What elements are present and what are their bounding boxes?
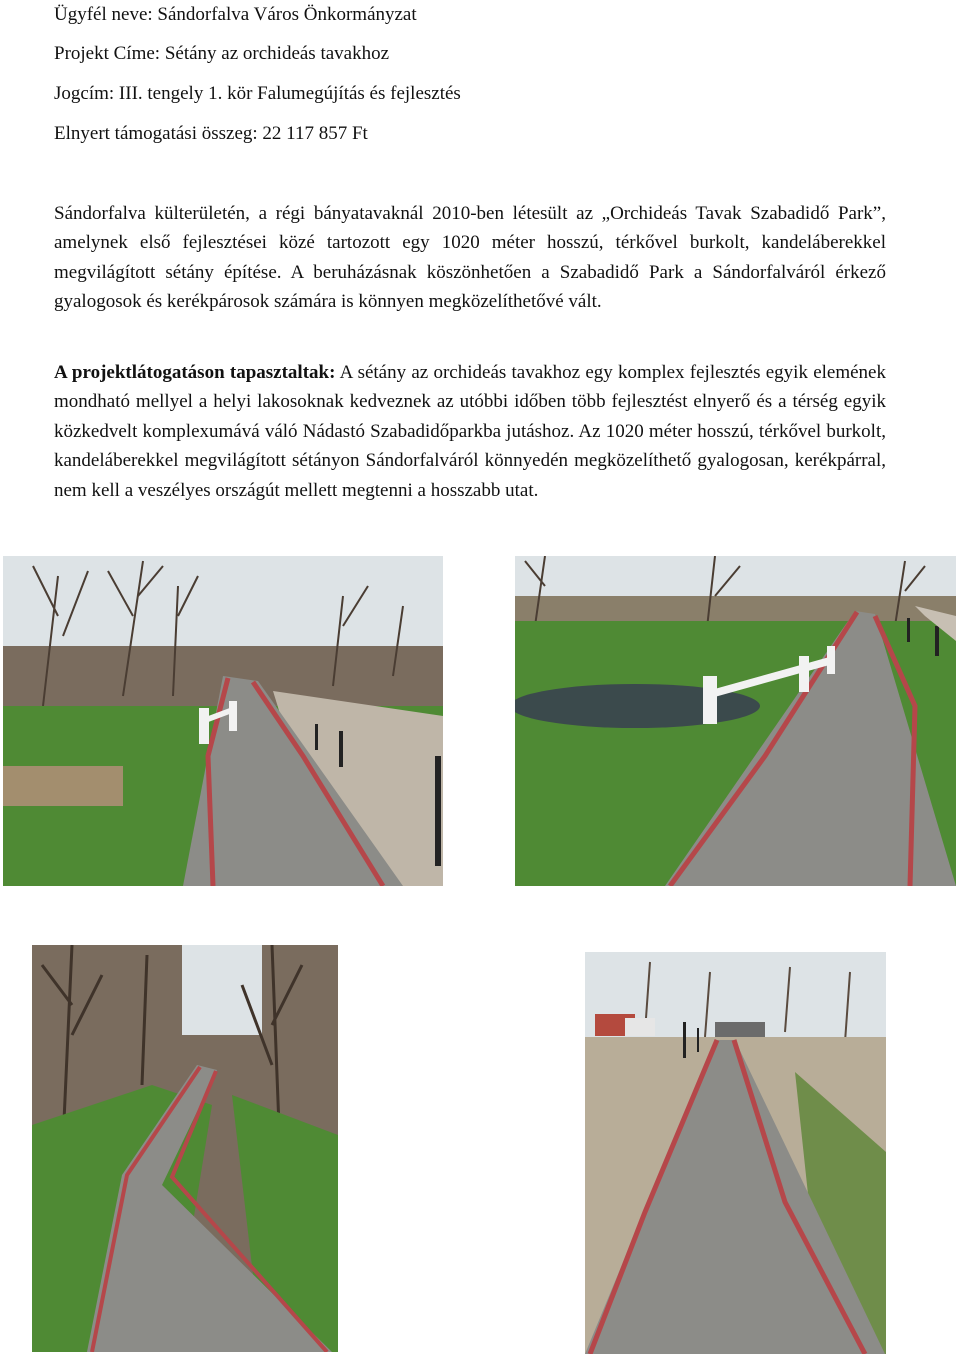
photo-walkway-pond — [515, 556, 956, 886]
program-title: Jogcím: III. tengely 1. kör Falumegújítás és fejlesztés — [54, 83, 461, 104]
photo-walkway-fence-left — [3, 556, 443, 886]
client-name: Ügyfél neve: Sándorfalva Város Önkormányzat — [54, 4, 417, 25]
intro-paragraph: Sándorfalva külterületén, a régi bányatavaknál 2010-ben létesült az „Orchideás Tavak Szabadidő Park”, amelynek első fejlesztései közé tartozott egy 1020 méter hosszú, térkővel burkolt, kandeláberekkel megvilágított sétány építése. A beruházásnak köszönhetően a Szabadidő Park a Sándorfalváról érkező gyalogosok és kerékpárosok számára is könnyen megközelíthetővé vált. — [54, 203, 886, 313]
project-title: Projekt Címe: Sétány az orchideás tavakhoz — [54, 43, 390, 64]
visit-label: A projektlátogatáson tapasztaltak: — [54, 362, 336, 383]
visit-text: A sétány az orchideás tavakhoz egy komplex fejlesztés egyik elemének mondható mellyel a helyi lakosoknak kedveznek az utóbbi időben több fejlesztést elnyerő és a térség egyik közkedvelt komplexumává váló Nádastó Szabadidőparkba jutáshoz. Az 1020 méter hosszú, térkővel burkolt, kandeláberekkel megvilágított sétányon Sándorfalváról könnyedén megközelíthető gyalogosan, kerékpárral, nem kell a veszélyes országút mellett megtenni a hosszabb utat. — [54, 362, 886, 501]
photo-walkway-straight — [585, 952, 886, 1354]
visit-paragraph — [54, 358, 886, 505]
photo-walkway-woods — [32, 945, 338, 1352]
grant-amount: Elnyert támogatási összeg: 22 117 857 Ft — [54, 123, 368, 144]
